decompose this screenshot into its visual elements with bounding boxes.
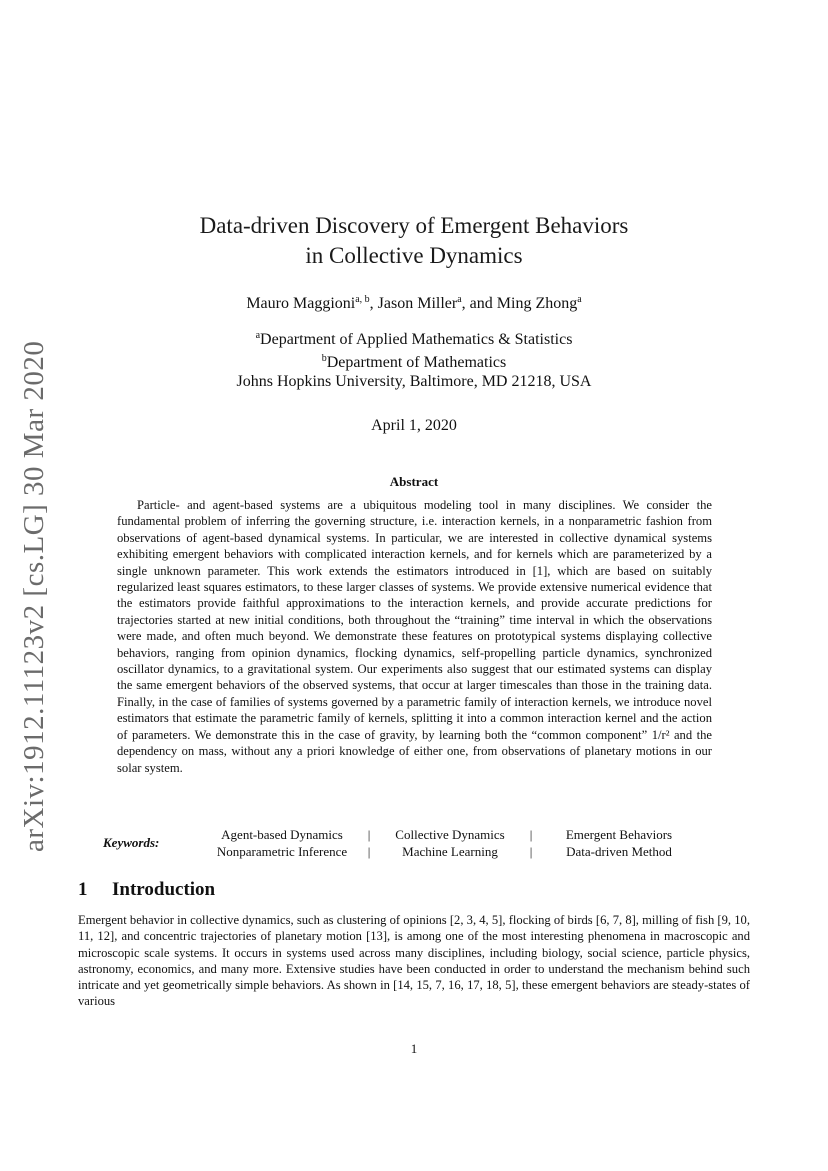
author-name: Mauro Maggioni: [246, 295, 356, 312]
author-affiliation-mark: a, b: [355, 294, 370, 305]
affiliation-line: [150, 372, 678, 391]
keyword: Collective Dynamics: [395, 827, 505, 842]
abstract-text: Particle- and agent-based systems are a ubiquitous modeling tool in many disciplines. We consider the fundamental problem of inferring the governing structure, i.e. interaction kernels, in a nonparametric fashion from observations of agent-based dynamical systems. In particular, we are interested in collective dynamical systems exhibiting emergent behaviors with complicated interaction kernels, and for kernels which are parameterized by a single unknown parameter. This work extends the estimators introduced in [1], which are based on suitably regularized least squares estimators, to these larger classes of systems. We provide extensive numerical evidence that the estimators provide faithful approximations to the interaction kernels, and provide accurate predictions for trajectories started at new initial conditions, both throughout the “training” time interval in which the observations were made, and often much beyond. We demonstrate these features on prototypical systems displaying collective behaviors, ranging from opinion dynamics, flocking dynamics, self-propelling particle dynamics, synchronized oscillator dynamics, to a gravitational system. Our experiments also suggest that our estimated systems can display the same emergent behaviors of the observed systems, that occur at larger timescales than those in the training data. Finally, in the case of families of systems governed by a parametric family of interaction kernels, we introduce novel estimators that estimate the parametric family of kernels, splitting it into a common interaction kernel and the action of parameters. We demonstrate this in the case of gravity, by learning both the “common component” 1/r² and the dependency on mass, without any a priori knowledge of either one, from observations of planetary motions in our solar system.: [117, 498, 712, 775]
affiliation-text: Department of Applied Mathematics & Statistics: [260, 331, 573, 348]
affiliation-line: [150, 349, 678, 372]
author-separator: ,: [369, 295, 378, 312]
affiliations: [150, 326, 678, 391]
keyword-separator: |: [367, 827, 371, 842]
author-name: Ming Zhong: [496, 295, 578, 312]
keyword: Nonparametric Inference: [216, 844, 348, 859]
keyword: Agent-based Dynamics: [221, 827, 343, 842]
author-separator: , and: [461, 295, 497, 312]
page-number: 1: [410, 1041, 418, 1056]
affiliation-mark: b: [321, 353, 327, 364]
section-heading: [78, 878, 215, 902]
section-number: 1: [78, 879, 88, 900]
affiliation-text: Department of Mathematics: [326, 354, 507, 371]
introduction-text: Emergent behavior in collective dynamics, such as clustering of opinions [2, 3, 4, 5], flocking of birds [6, 7, 8], milling of fish [9, 10, 11, 12], and concentric trajectories of planetary motion [13], is among one of the most interesting phenomena in macroscopic and microscopic scale systems. It occurs in systems used across many disciplines, including biology, social science, particle physics, astronomy, economics, and many more. Extensive studies have been conducted in order to understand the mechanism behind such intricate and yet geometrically simple behaviors. As shown in [14, 15, 7, 16, 17, 18, 5], these emergent behaviors are steady-states of various: [78, 913, 750, 1009]
keyword-separator: |: [529, 844, 533, 859]
publication-date: April 1, 2020: [371, 417, 457, 434]
keyword: Machine Learning: [402, 844, 498, 859]
paper-title: [150, 211, 678, 271]
affiliation-line: [150, 326, 678, 349]
paper-title-line-1: Data-driven Discovery of Emergent Behaviors: [199, 213, 629, 238]
affiliation-text: Johns Hopkins University, Baltimore, MD 21218, USA: [236, 373, 592, 390]
section-title: Introduction: [112, 879, 216, 900]
keyword-separator: |: [529, 827, 533, 842]
affiliation-mark: a: [255, 330, 261, 341]
keyword: Data-driven Method: [566, 844, 672, 859]
keywords-label: Keywords:: [103, 835, 160, 850]
author-affiliation-mark: a: [577, 294, 582, 305]
abstract-heading: Abstract: [389, 474, 439, 489]
keyword: Emergent Behaviors: [565, 827, 673, 842]
arxiv-identifier-stamp: arXiv:1912.11123v2 [cs.LG] 30 Mar 2020: [18, 340, 50, 852]
paper-title-line-2: in Collective Dynamics: [305, 243, 523, 268]
keywords-block: [103, 826, 703, 862]
author-list: [150, 290, 678, 314]
keywords-grid: [203, 826, 699, 860]
author-name: Jason Miller: [377, 295, 458, 312]
keyword-separator: |: [367, 844, 371, 859]
author-affiliation-mark: a: [457, 294, 462, 305]
